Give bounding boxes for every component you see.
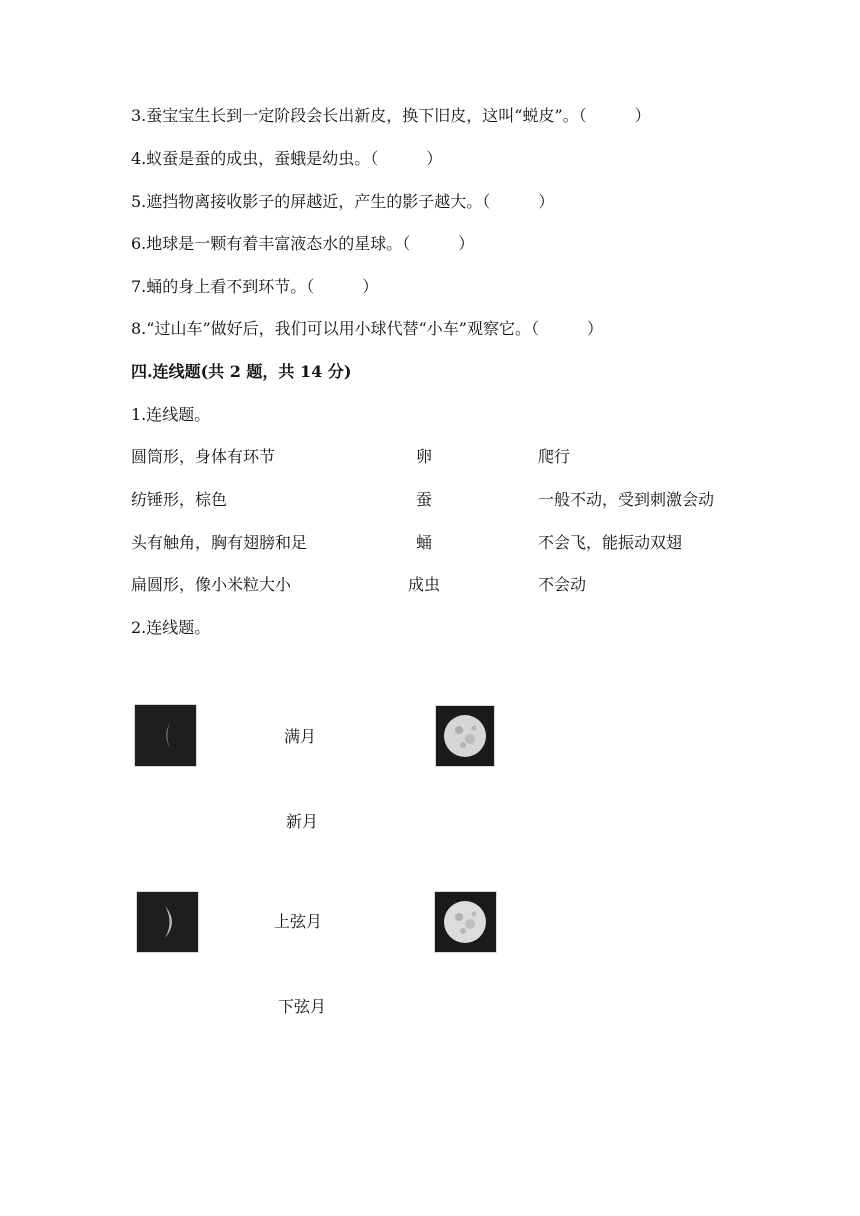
description-cell: 扁圆形，像小米粒大小: [131, 575, 292, 594]
behavior-cell: 不会飞，能振动双翅: [538, 533, 683, 552]
waxing-crescent-moon-icon: [137, 892, 198, 952]
stage-cell: 蛹: [416, 533, 433, 552]
behavior-cell: 一般不动，受到刺激会动: [538, 490, 715, 509]
judgement-item-6: 6.地球是一颗有着丰富液态水的星球。（ ）: [131, 234, 475, 253]
moon-phase-label: 新月: [286, 812, 319, 831]
full-moon-icon: [436, 706, 494, 766]
judgement-item-8: 8.“过山车”做好后，我们可以用小球代替“小车”观察它。（ ）: [131, 319, 603, 338]
behavior-cell: 不会动: [538, 575, 587, 594]
description-cell: 纺锤形，棕色: [131, 490, 228, 509]
judgement-item-3: 3.蚕宝宝生长到一定阶段会长出新皮，换下旧皮，这叫“蜕皮”。（ ）: [131, 106, 651, 125]
stage-cell: 蚕: [416, 490, 433, 509]
behavior-cell: 爬行: [538, 447, 571, 466]
waning-crescent-moon-icon: [135, 705, 196, 766]
moon-phase-label: 上弦月: [274, 912, 323, 931]
description-cell: 头有触角，胸有翅膀和足: [131, 533, 308, 552]
full-moon-icon: [435, 892, 496, 952]
moon-phase-label: 满月: [284, 727, 317, 746]
judgement-item-5: 5.遮挡物离接收影子的屏越近，产生的影子越大。（ ）: [131, 192, 555, 211]
question-2-label: 2.连线题。: [131, 618, 211, 637]
stage-cell: 成虫: [408, 575, 441, 594]
description-cell: 圆筒形，身体有环节: [131, 447, 276, 466]
question-1-label: 1.连线题。: [131, 405, 211, 424]
judgement-item-4: 4.蚁蚕是蚕的成虫，蚕蛾是幼虫。（ ）: [131, 149, 443, 168]
judgement-item-7: 7.蛹的身上看不到环节。（ ）: [131, 277, 379, 296]
section-title-matching: 四.连线题(共 2 题，共 14 分): [131, 362, 352, 381]
moon-phase-label: 下弦月: [278, 997, 327, 1016]
stage-cell: 卵: [416, 447, 433, 466]
